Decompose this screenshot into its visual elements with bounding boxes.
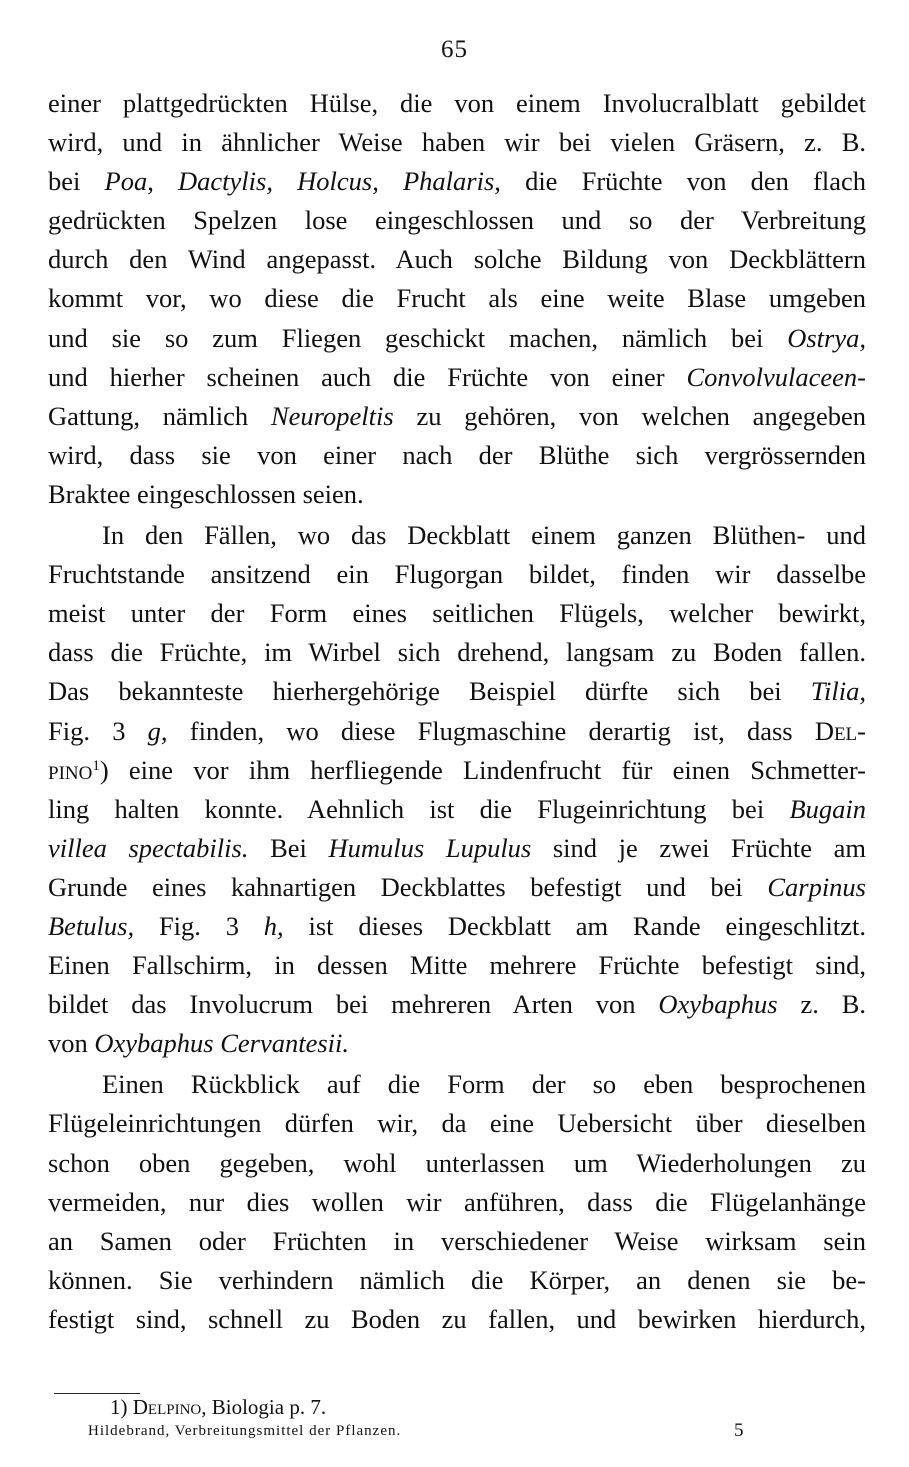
text-line: ling halten konnte. Aehnlich ist die Flugeinrichtung bei Bugain [48,793,866,824]
italic-term: Betulus, [48,910,135,941]
text-line: Flügeleinrichtungen dürfen wir, da eine Uebersicht über dieselben [48,1108,866,1139]
text-line: wird, dass sie von einer nach der Blüthe sich vergrössernden [48,439,866,470]
italic-term: Bugain [789,793,866,824]
text-line: durch den Wind angepasst. Auch solche Bildung von Deckblättern [48,244,866,275]
text-line: vermeiden, nur dies wollen wir anführen, dass die Flügelanhänge [48,1186,866,1217]
text-line: Betulus, Fig. 3 h, ist dieses Deckblatt am Rande eingeschlitzt. [48,910,866,941]
footnote-marker: 1) [110,1395,128,1419]
text-line: Grunde eines kahnartigen Deckblattes befestigt und bei Carpinus [48,871,866,902]
text-line: Gattung, nämlich Neuropeltis zu gehören, von welchen angegeben [48,400,866,431]
text-line: Fruchtstande ansitzend ein Flugorgan bildet, finden wir dasselbe [48,559,866,590]
text-line: meist unter der Form eines seitlichen Flügels, welcher bewirkt, [48,598,866,629]
italic-term: Ostrya, [787,322,866,353]
text-line: einer plattgedrückten Hülse, die von einem Involucralblatt gebildet [48,88,866,118]
signature-sheet-number: 5 [734,1420,744,1441]
footnote-text: , Biologia p. 7. [201,1395,327,1419]
italic-term: Convolvulaceen- [686,361,866,392]
text-line: Braktee eingeschlossen seien. [48,478,364,509]
footnote-reference: 1 [92,757,100,774]
footnote [110,1394,326,1420]
italic-term: Humulus Lupulus [328,832,532,863]
text-line: In den Fällen, wo das Deckblatt einem ganzen Blüthen- und [102,520,866,551]
italic-term: Oxybaphus [658,989,778,1020]
text-line: Fig. 3 g, finden, wo diese Flugmaschine derartig ist, dass Del- [48,715,866,746]
italic-term: Carpinus [767,871,866,902]
footnote-author: Delpino [132,1395,202,1419]
text-line: Das bekannteste hierhergehörige Beispiel dürfte sich bei Tilia, [48,676,866,707]
text-line: schon oben gegeben, wohl unterlassen um Wiederholungen zu [48,1147,866,1178]
author-name: Del- [814,715,866,746]
text-line: Einen Rückblick auf die Form der so eben besprochenen [102,1069,866,1100]
text-line: dass die Früchte, im Wirbel sich drehend, langsam zu Boden fallen. [48,637,866,668]
italic-term: Neuropeltis [270,400,394,431]
text-line: Einen Fallschirm, in dessen Mitte mehrere Früchte befestigt sind, [48,950,866,981]
italic-term: Oxybaphus Cervantesii. [94,1028,350,1059]
italic-term: h, [263,910,284,941]
text-line: pino$^1$) eine vor ihm herfliegende Lindenfrucht für einen Schmetter- [48,754,866,785]
text-line: kommt vor, wo diese die Frucht als eine weite Blase umgeben [48,283,866,314]
text-line: an Samen oder Früchten in verschiedener Weise wirksam sein [48,1225,866,1256]
italic-term: g, [147,715,168,746]
text-line: und hierher scheinen auch die Früchte von einer Convolvulaceen- [48,361,866,392]
text-line: villea spectabilis. Bei Humulus Lupulus sind je zwei Früchte am [48,832,866,863]
italic-term: Poa, Dactylis, Holcus, Phalaris, [104,166,501,197]
text-line: wird, und in ähnlicher Weise haben wir bei vielen Gräsern, z. B. [48,127,866,158]
text-line: gedrückten Spelzen lose eingeschlossen und so der Verbreitung [48,205,866,236]
text-line: von Oxybaphus Cervantesii. [48,1028,350,1059]
text-line: und sie so zum Fliegen geschickt machen, nämlich bei Ostrya, [48,322,866,353]
italic-term: villea spectabilis. [48,832,249,863]
text-line: festigt sind, schnell zu Boden zu fallen, und bewirken hierdurch, [48,1303,866,1334]
text-line: können. Sie verhindern nämlich die Körper, an denen sie be- [48,1264,866,1295]
text-line: bildet das Involucrum bei mehreren Arten von Oxybaphus z. B. [48,989,867,1020]
page-number: 65 [441,36,468,63]
body-text [48,84,866,1339]
text-line: bei Poa, Dactylis, Holcus, Phalaris, die Früchte von den flach [48,166,867,197]
signature-line: Hildebrand, Verbreitungsmittel der Pflanzen. [88,1423,402,1439]
author-name: pino [48,754,93,785]
italic-term: Tilia, [810,676,866,707]
